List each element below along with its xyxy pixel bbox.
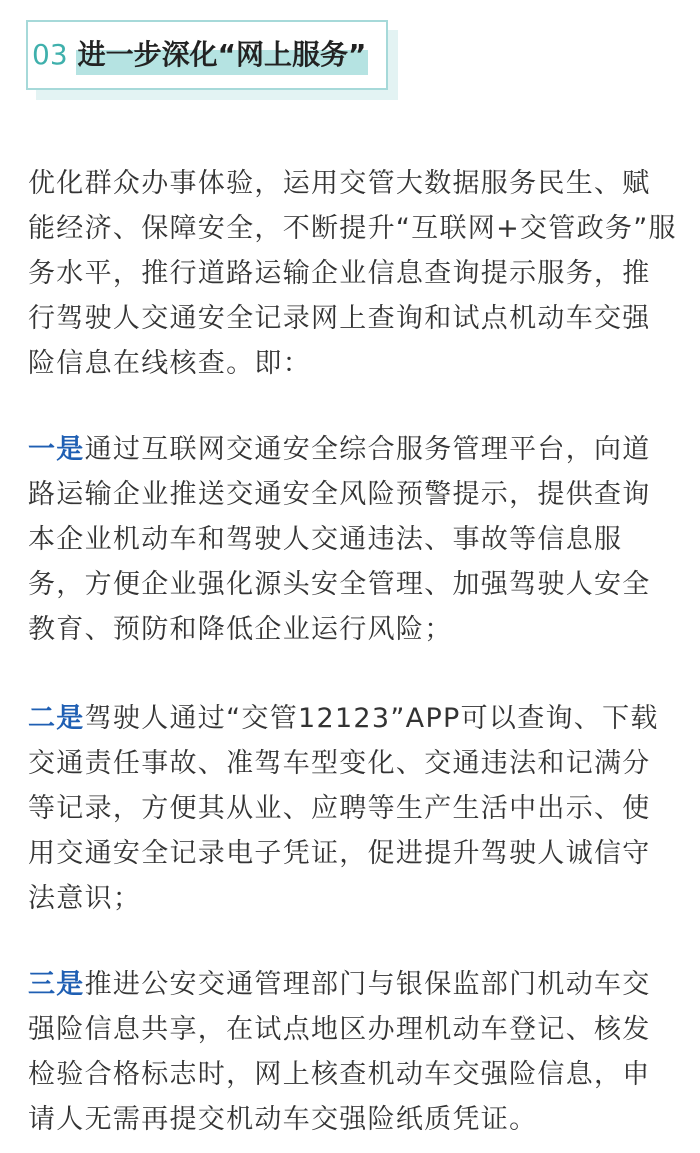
item-lead-2: 二是: [28, 703, 85, 734]
intro-paragraph: 优化群众办事体验，运用交管大数据服务民生、赋能经济、保障安全，不断提升“互联网+交管政务”服务水平，推行道路运输企业信息查询提示服务，推行驾驶人交通安全记录网上查询和试点机动车交强险信息在线核查。即：: [28, 168, 677, 379]
section-number: 03: [32, 38, 68, 71]
item-paragraph-1: [28, 427, 678, 652]
section-title: 进一步深化“网上服务”: [76, 35, 369, 75]
section-header: [26, 20, 368, 90]
item-lead-1: 一是: [28, 434, 85, 465]
item-paragraph-2: [28, 696, 678, 921]
item-text-3: 推进公安交通管理部门与银保监部门机动车交强险信息共享，在试点地区办理机动车登记、核发检验合格标志时，网上核查机动车交强险信息，申请人无需再提交机动车交强险纸质凭证。: [28, 969, 651, 1135]
item-paragraph-3: [28, 962, 678, 1142]
item-text-1: 通过互联网交通安全综合服务管理平台，向道路运输企业推送交通安全风险预警提示，提供查询本企业机动车和驾驶人交通违法、事故等信息服务，方便企业强化源头安全管理、加强驾驶人安全教育、预防和降低企业运行风险；: [28, 434, 651, 645]
item-lead-3: 三是: [28, 969, 85, 1000]
item-text-2: 驾驶人通过“交管12123”APP可以查询、下载交通责任事故、准驾车型变化、交通违法和记满分等记录，方便其从业、应聘等生产生活中出示、使用交通安全记录电子凭证，促进提升驾驶人诚信守法意识；: [28, 703, 659, 914]
